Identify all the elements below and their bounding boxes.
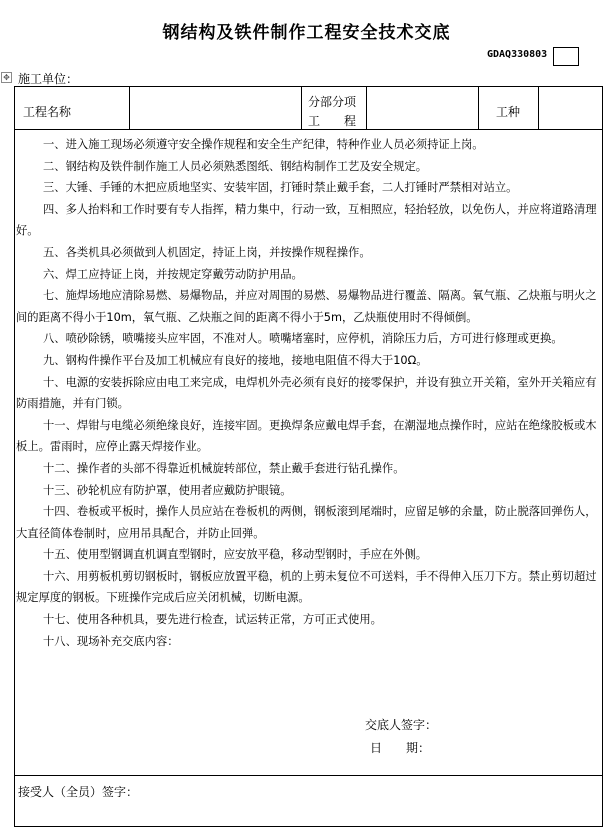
safety-item: 八、喷砂除锈，喷嘴接头应牢固，不准对人。喷嘴堵塞时，应停机，消除压力后，方可进行修理或更换。 bbox=[43, 332, 563, 346]
safety-item: 三、大锤、手锤的木把应质地坚实、安装牢固，打锤时禁止戴手套，二人打锤时严禁相对站立。 bbox=[43, 181, 518, 195]
safety-item: 十四、卷板或平板时，操作人员应站在卷板机的两侧，钢板滚到尾端时，应留足够的余量，防止脱落回弹伤人，大直径简体卷制时，应用吊具配合，并防止回弹。 bbox=[16, 505, 597, 540]
safety-item: 六、焊工应持证上岗，并按规定穿戴劳动防护用品。 bbox=[43, 267, 303, 281]
safety-item: 二、钢结构及铁件制作施工人员必须熟悉图纸、钢结构制作工艺及安全规定。 bbox=[43, 159, 428, 173]
document-code: GDAQ330803 bbox=[487, 49, 548, 60]
safety-item: 十二、操作者的头部不得靠近机械旋转部位，禁止戴手套进行钻孔操作。 bbox=[43, 461, 405, 475]
trade-label: 工种 bbox=[496, 105, 521, 119]
safety-item: 十五、使用型钢调直机调直型钢时，应安放平稳，移动型钢时，手应在外侧。 bbox=[43, 548, 428, 562]
sub-project-field[interactable] bbox=[367, 87, 477, 129]
safety-item: 十三、砂轮机应有防护罩，使用者应戴防护眼镜。 bbox=[43, 483, 292, 497]
safety-item: 七、施焊场地应清除易燃、易爆物品，并应对周围的易燃、易爆物品进行覆盖、隔离。氧气瓶、乙炔瓶与明火之间的距离不得小于10m，氧气瓶、乙炔瓶之间的距离不得小于5m，乙炔瓶使用时不得倾倒。 bbox=[16, 289, 597, 324]
sub-project-label-line1: 分部分项 bbox=[308, 95, 357, 109]
receiver-row-divider bbox=[14, 775, 602, 776]
safety-item: 九、钢构件操作平台及加工机械应有良好的接地，接地电阻值不得大于10Ω。 bbox=[43, 353, 428, 367]
safety-item: 十一、焊钳与电缆必须绝缘良好，连接牢固。更换焊条应戴电焊手套，在潮湿地点操作时，应站在绝缘胶板或木板上。雷雨时，应停止露天焊接作业。 bbox=[16, 418, 597, 454]
safety-items bbox=[16, 134, 598, 652]
project-name-label: 工程名称 bbox=[23, 105, 72, 119]
sub-project-label-line2: 工 程 bbox=[308, 114, 357, 128]
construction-unit-label: 施工单位： bbox=[18, 72, 79, 86]
safety-item: 四、多人抬料和工作时要有专人指挥，精力集中，行动一致，互相照应，轻抬轻放，以免伤人，并应将道路清理好。 bbox=[16, 202, 597, 238]
trade-field[interactable] bbox=[539, 87, 601, 129]
supplement-item: 十八、现场补充交底内容： bbox=[43, 634, 179, 648]
code-box[interactable] bbox=[553, 47, 579, 66]
table-top-border bbox=[14, 86, 602, 87]
safety-item: 十七、使用各种机具，要先进行检查，试运转正常，方可正式使用。 bbox=[43, 613, 382, 627]
table-move-handle-icon[interactable]: ✥ bbox=[1, 72, 12, 83]
project-name-field[interactable] bbox=[130, 87, 300, 129]
discloser-signature-label: 交底人签字： bbox=[365, 718, 438, 732]
safety-item: 十六、用剪板机剪切钢板时，钢板应放置平稳，机的上剪未复位不可送料，手不得伸入压刀下方。禁止剪切超过规定厚度的钢板。下班操作完成后应关闭机械，切断电源。 bbox=[16, 569, 597, 605]
header-col-divider bbox=[301, 86, 302, 129]
date-label: 日 期： bbox=[370, 741, 431, 755]
safety-item: 一、进入施工现场必须遵守安全操作规程和安全生产纪律，特种作业人员必须持证上岗。 bbox=[43, 138, 484, 151]
receiver-signature-label: 接受人（全员）签字： bbox=[18, 785, 139, 799]
safety-item: 五、各类机具必须做到人机固定，持证上岗，并按操作规程操作。 bbox=[43, 245, 371, 259]
table-bottom-border bbox=[14, 826, 602, 827]
document-title: 钢结构及铁件制作工程安全技术交底 bbox=[162, 23, 451, 43]
header-col-divider bbox=[478, 86, 479, 129]
safety-item: 十、电源的安装拆除应由电工来完成，电焊机外壳必须有良好的接零保护，并设有独立开关箱，室外开关箱应有防雨措施，并有门锁。 bbox=[16, 375, 597, 411]
header-row-divider bbox=[14, 129, 602, 130]
